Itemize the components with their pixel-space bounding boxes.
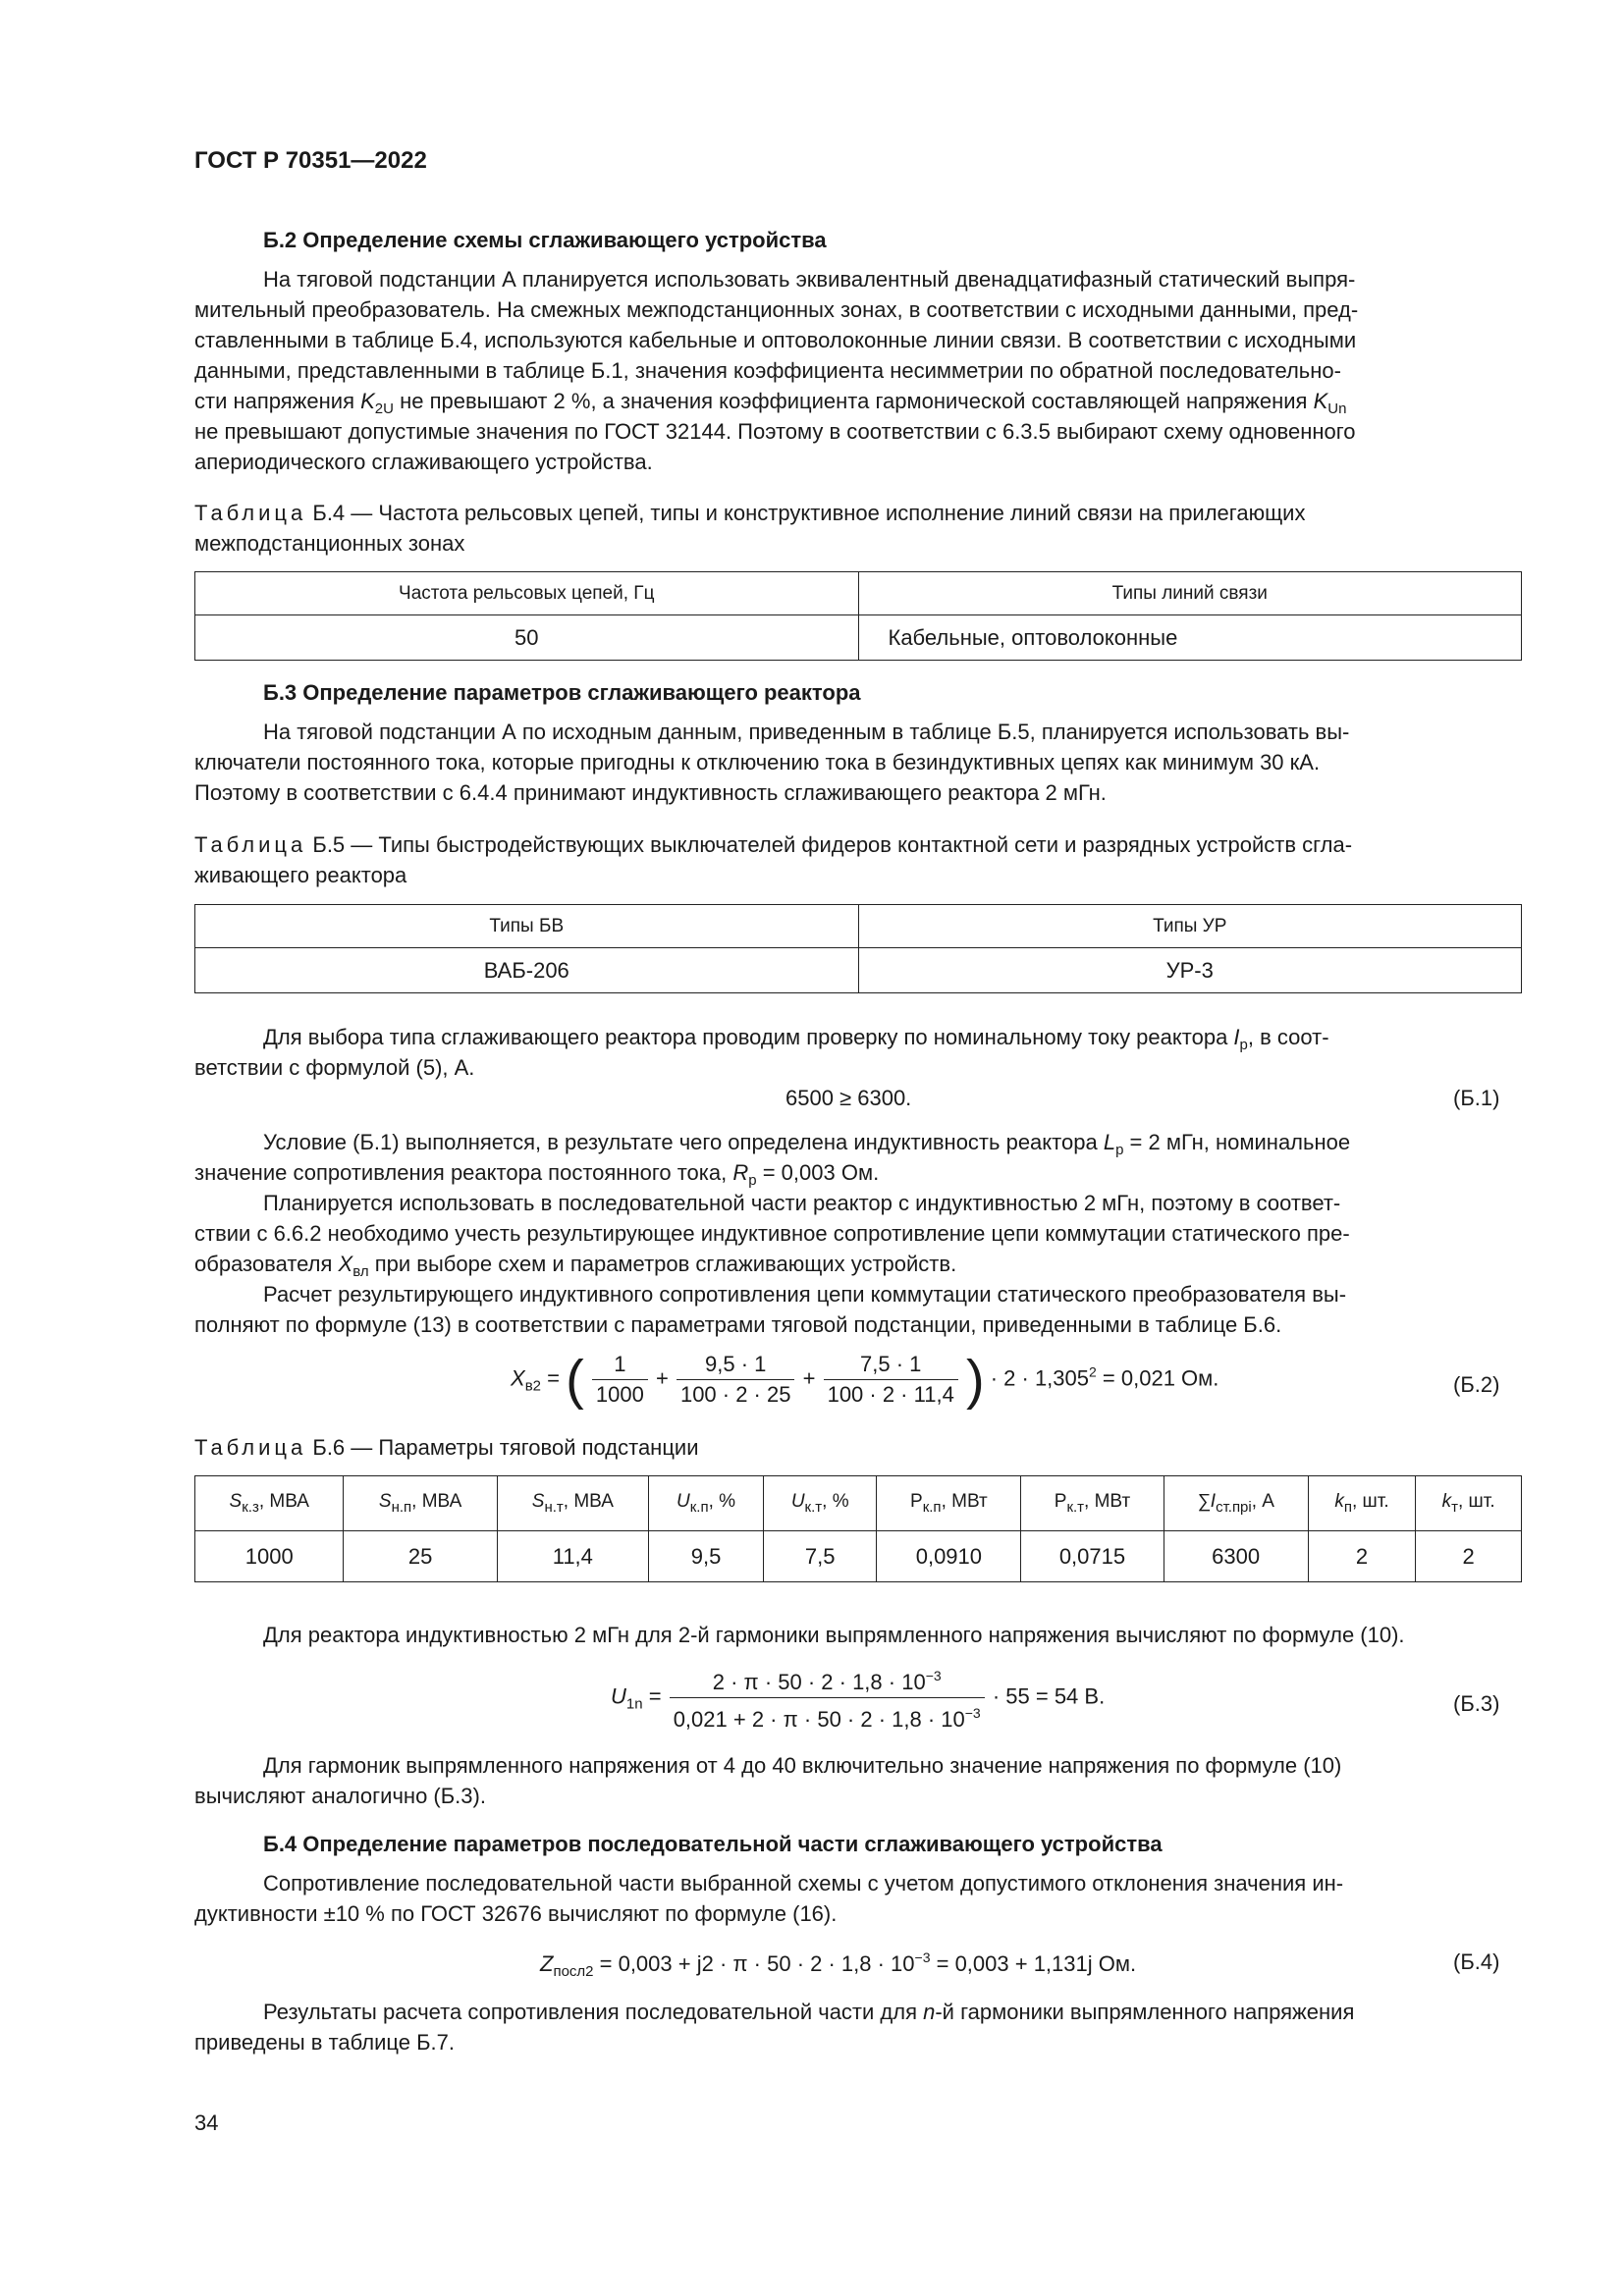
cond-line-1 <box>263 1130 1350 1158</box>
rp-subscript: p <box>748 1172 757 1189</box>
b3-line-1: На тяговой подстанции А по исходным данным, приведенным в таблице Б.5, планируется использовать вы- <box>263 720 1350 744</box>
b3-line-2: ключатели постоянного тока, которые пригодны к отключению тока в безиндуктивных цепях как минимум 30 кА. <box>194 750 1321 774</box>
u1n-subscript: 1n <box>625 1695 643 1713</box>
formula-b2-tail: · 2 · 1,305 <box>990 1365 1089 1391</box>
cond-line-2-text-a: значение сопротивления реактора постоянного тока, <box>194 1160 733 1185</box>
table-b4-header-cell: Частота рельсовых цепей, Гц <box>195 572 859 615</box>
table-b5-header-row <box>195 905 1522 948</box>
table-b4-caption-line-1 <box>194 501 1305 526</box>
table-b6-cell: 1000 <box>195 1531 344 1582</box>
formula-b1-number: (Б.1) <box>1453 1086 1500 1110</box>
kun-subscript: Un <box>1327 400 1347 417</box>
header-unit: , МВА <box>563 1491 614 1512</box>
header-unit: , % <box>708 1491 736 1512</box>
table-b6-header-row <box>195 1476 1522 1531</box>
right-paren-glyph: ) <box>965 1348 985 1411</box>
table-b6-cell: 7,5 <box>764 1531 877 1582</box>
header-subscript: т <box>1451 1499 1458 1516</box>
lp-subscript: p <box>1115 1142 1124 1158</box>
formula-b2 <box>511 1350 1218 1410</box>
table-b4-header-row <box>195 572 1522 615</box>
table-b6-cell: 11,4 <box>497 1531 648 1582</box>
table-b6-header-cell <box>648 1476 763 1531</box>
check-line-1-text-a: Для выбора типа сглаживающего реактора проводим проверку по номинальному току реактора <box>263 1025 1234 1049</box>
fraction-denominator <box>670 1698 985 1735</box>
header-unit: , МВт <box>1084 1491 1131 1512</box>
denominator-text: 0,021 + 2 · π · 50 · 2 · 1,8 · 10 <box>673 1707 965 1732</box>
table-b4-caption-word: Таблица <box>194 501 307 525</box>
xv2-symbol: X <box>511 1365 525 1391</box>
table-b6-cell: 25 <box>344 1531 497 1582</box>
table-b5-cell: УР-3 <box>858 948 1522 993</box>
n-symbol: n <box>923 2000 936 2024</box>
formula-b3-tail: · 55 = 54 В. <box>992 1683 1106 1709</box>
xvl-subscript: вл <box>352 1263 369 1280</box>
table-b6-header-cell <box>1021 1476 1164 1531</box>
header-symbol: k <box>1334 1491 1344 1512</box>
header-symbol: U <box>677 1491 690 1512</box>
fraction-denominator: 100 · 2 · 11,4 <box>827 1382 954 1407</box>
formula-b4-middle: = 0,003 + j2 · π · 50 · 2 · 1,8 · 10 <box>593 1951 915 1976</box>
formula-b4 <box>540 1949 1136 1980</box>
table-b6-header-cell <box>1308 1476 1416 1531</box>
table-b5-header-cell: Типы УР <box>858 905 1522 948</box>
table-b5-header-cell: Типы БВ <box>195 905 859 948</box>
formula-b2-number: (Б.2) <box>1453 1372 1500 1397</box>
cond-p2-line-1: Планируется использовать в последовательной части реактор с индуктивностью 2 мГн, поэтому в соответ- <box>263 1191 1341 1215</box>
table-b5-caption-text: Б.5 — Типы быстродействующих выключателей фидеров контактной сети и разрядных устройств сгла- <box>306 832 1353 857</box>
kun-symbol: K <box>1313 389 1328 413</box>
formula-b4-number: (Б.4) <box>1453 1949 1500 1974</box>
fraction-numerator <box>670 1661 985 1698</box>
table-b4 <box>194 571 1522 661</box>
plus-sign: + <box>802 1365 816 1391</box>
table-b6-cell: 0,0910 <box>877 1531 1021 1582</box>
section-title-b4: Б.4 Определение параметров последовательной части сглаживающего устройства <box>263 1832 1163 1856</box>
document-header: ГОСТ Р 70351—2022 <box>194 147 427 174</box>
section-title-b2: Б.2 Определение схемы сглаживающего устройства <box>263 228 827 252</box>
header-subscript: к.т <box>804 1499 823 1516</box>
u1n-symbol: U <box>611 1683 626 1709</box>
table-b6-header-cell <box>344 1476 497 1531</box>
header-subscript: п <box>1343 1499 1352 1516</box>
header-unit: , шт. <box>1351 1491 1389 1512</box>
b2-line-1: На тяговой подстанции А планируется использовать эквивалентный двенадцатифазный статический выпря- <box>263 267 1356 292</box>
xv2-subscript: в2 <box>524 1377 541 1395</box>
b4-line-2: дуктивности ±10 % по ГОСТ 32676 вычисляют по формуле (16). <box>194 1901 838 1926</box>
b4-line-1: Сопротивление последовательной части выбранной схемы с учетом допустимого отклонения значения ин- <box>263 1871 1344 1896</box>
plus-sign: + <box>655 1365 669 1391</box>
formula-b2-result: = 0,021 Ом. <box>1096 1365 1219 1391</box>
table-b5 <box>194 904 1522 993</box>
table-b6-header-cell <box>764 1476 877 1531</box>
check-line-1-text-b: , в соот- <box>1247 1025 1329 1049</box>
cond-line-1-text-b: = 2 мГн, номинальное <box>1123 1130 1351 1154</box>
header-symbol: k <box>1441 1491 1452 1512</box>
fraction-term-1 <box>592 1350 648 1410</box>
harm-line: Для реактора индуктивностью 2 мГн для 2-й гармоники выпрямленного напряжения вычисляют по формуле (10). <box>263 1623 1405 1647</box>
table-b6-cell: 9,5 <box>648 1531 763 1582</box>
table-b6-cell: 2 <box>1308 1531 1416 1582</box>
table-b5-caption-word: Таблица <box>194 832 307 857</box>
b4-result-text-a: Результаты расчета сопротивления последовательной части для <box>263 2000 924 2024</box>
cond-line-1-text-a: Условие (Б.1) выполняется, в результате чего определена индуктивность реактора <box>263 1130 1104 1154</box>
b2-line-4: данными, представленными в таблице Б.1, значения коэффициента несимметрии по обратной последовательно- <box>194 358 1341 383</box>
b3-line-3: Поэтому в соответствии с 6.4.4 принимают индуктивность сглаживающего реактора 2 мГн. <box>194 780 1107 805</box>
k2u-symbol: K <box>360 389 375 413</box>
formula-b3-number: (Б.3) <box>1453 1691 1500 1716</box>
cond-line-2 <box>194 1160 879 1189</box>
formula-b4-tail: = 0,003 + 1,131j Ом. <box>930 1951 1137 1976</box>
cond-p2-line-3-text-a: образователя <box>194 1252 339 1276</box>
lp-symbol: L <box>1103 1130 1116 1154</box>
header-unit: , % <box>822 1491 849 1512</box>
ip-symbol: I <box>1233 1025 1240 1049</box>
table-b6-caption-word: Таблица <box>194 1435 307 1460</box>
fraction-numerator: 1 <box>592 1350 648 1380</box>
check-line-2: ветствии с формулой (5), А. <box>194 1055 475 1080</box>
harm-p-line-1: Для гармоник выпрямленного напряжения от 4 до 40 включительно значение напряжения по формуле (10) <box>263 1753 1342 1778</box>
b2-line-7: апериодического сглаживающего устройства. <box>194 450 653 474</box>
b2-line-5-text-b: не превышают 2 %, а значения коэффициента гармонической составляющей напряжения <box>393 389 1314 413</box>
cond-p3-line-2: полняют по формуле (13) в соответствии с параметрами тяговой подстанции, приведенными в таблице Б.6. <box>194 1312 1282 1337</box>
header-symbol: S <box>531 1491 545 1512</box>
table-b6-cell: 2 <box>1416 1531 1522 1582</box>
xvl-symbol: X <box>338 1252 353 1276</box>
numerator-exponent: −3 <box>925 1668 942 1683</box>
table-b4-cell: Кабельные, оптоволоконные <box>858 615 1522 661</box>
b2-line-5-text-a: сти напряжения <box>194 389 361 413</box>
formula-b3-equals: = <box>648 1683 662 1709</box>
header-subscript: н.п <box>391 1499 412 1516</box>
header-unit: , МВА <box>258 1491 309 1512</box>
table-b6-header-cell <box>1416 1476 1522 1531</box>
formula-b2-equals: = <box>547 1365 560 1391</box>
header-symbol: S <box>229 1491 243 1512</box>
b2-line-3: ставленными в таблице Б.4, используются кабельные и оптоволоконные линии связи. В соответствии с исходными <box>194 328 1357 352</box>
table-b6-header-cell <box>1164 1476 1308 1531</box>
header-symbol: U <box>790 1491 805 1512</box>
harm-p-line-2: вычисляют аналогично (Б.3). <box>194 1784 486 1808</box>
b2-line-5 <box>194 389 1346 417</box>
header-subscript: к.п <box>689 1499 709 1516</box>
header-subscript: н.т <box>544 1499 564 1516</box>
header-symbol: P <box>1054 1491 1067 1512</box>
numerator-text: 2 · π · 50 · 2 · 1,8 · 10 <box>712 1670 926 1694</box>
table-b6-header-cell <box>195 1476 344 1531</box>
table-b6 <box>194 1475 1522 1582</box>
table-b6-row <box>195 1531 1522 1582</box>
table-b5-caption-line-1 <box>194 832 1352 858</box>
section-title-b3: Б.3 Определение параметров сглаживающего реактора <box>263 680 861 705</box>
header-unit: , шт. <box>1458 1491 1495 1512</box>
header-unit: , МВА <box>411 1491 462 1512</box>
denominator-exponent: −3 <box>964 1705 981 1721</box>
header-subscript: к.п <box>922 1499 942 1516</box>
table-b5-cell: ВАБ-206 <box>195 948 859 993</box>
fraction-numerator: 9,5 · 1 <box>677 1350 795 1380</box>
ip-subscript: p <box>1239 1037 1248 1053</box>
table-b4-row <box>195 615 1522 661</box>
formula-b3-fraction <box>670 1661 985 1735</box>
table-b6-header-cell <box>497 1476 648 1531</box>
formula-b4-exponent: −3 <box>914 1949 931 1965</box>
left-paren-glyph: ( <box>566 1348 584 1411</box>
rp-symbol: R <box>732 1160 749 1185</box>
header-symbol: S <box>378 1491 392 1512</box>
fraction-denominator: 100 · 2 · 25 <box>679 1382 791 1407</box>
header-subscript: к.з <box>242 1499 259 1516</box>
header-subscript: к.т <box>1066 1499 1085 1516</box>
b2-line-2: мительный преобразователь. На смежных межподстанционных зонах, в соответствии с исходными данными, пред- <box>194 297 1359 322</box>
fraction-term-2 <box>677 1350 795 1410</box>
cond-p2-line-3-text-b: при выборе схем и параметров сглаживающих устройств. <box>368 1252 957 1276</box>
b4-result-line-1 <box>263 2000 1354 2025</box>
fraction-term-3 <box>824 1350 958 1410</box>
table-b4-header-cell: Типы линий связи <box>858 572 1522 615</box>
table-b6-caption <box>194 1435 699 1461</box>
header-unit: , МВт <box>941 1491 988 1512</box>
table-b6-cell: 0,0715 <box>1021 1531 1164 1582</box>
table-b4-caption-line-2: межподстанционных зонах <box>194 531 465 556</box>
cond-p3-line-1: Расчет результирующего индуктивного сопротивления цепи коммутации статического преобразователя вы- <box>263 1282 1347 1307</box>
check-line-1 <box>263 1025 1329 1053</box>
table-b5-caption-line-2: живающего реактора <box>194 863 407 887</box>
page-number: 34 <box>194 2110 219 2135</box>
header-symbol: P <box>910 1491 923 1512</box>
b4-result-line-2: приведены в таблице Б.7. <box>194 2030 455 2055</box>
header-subscript: ст.прi <box>1216 1499 1252 1516</box>
formula-b2-tail-exponent: 2 <box>1089 1363 1097 1380</box>
cond-p2-line-3 <box>194 1252 956 1280</box>
formula-b3 <box>611 1661 1105 1735</box>
k2u-subscript: 2U <box>374 400 394 417</box>
table-b6-header-cell <box>877 1476 1021 1531</box>
formula-b1: 6500 ≥ 6300. <box>785 1086 912 1110</box>
b2-line-6: не превышают допустимые значения по ГОСТ 32144. Поэтому в соответствии с 6.3.5 выбирают схему одновенного <box>194 419 1356 444</box>
table-b4-caption-text: Б.4 — Частота рельсовых цепей, типы и конструктивное исполнение линий связи на прилегающих <box>306 501 1306 525</box>
header-symbol: ∑I <box>1197 1491 1217 1512</box>
zposl2-subscript: посл2 <box>553 1963 594 1980</box>
b4-result-text-b: -й гармоники выпрямленного напряжения <box>935 2000 1355 2024</box>
fraction-numerator: 7,5 · 1 <box>824 1350 958 1380</box>
cond-line-2-text-b: = 0,003 Ом. <box>756 1160 880 1185</box>
zposl2-symbol: Z <box>540 1951 554 1976</box>
table-b6-cell: 6300 <box>1164 1531 1308 1582</box>
table-b4-cell: 50 <box>195 615 859 661</box>
table-b6-caption-text: Б.6 — Параметры тяговой подстанции <box>306 1435 699 1460</box>
table-b5-row <box>195 948 1522 993</box>
header-unit: , А <box>1251 1491 1274 1512</box>
fraction-denominator: 1000 <box>595 1382 644 1407</box>
cond-p2-line-2: ствии с 6.6.2 необходимо учесть результирующее индуктивное сопротивление цепи коммутации статического пре- <box>194 1221 1350 1246</box>
